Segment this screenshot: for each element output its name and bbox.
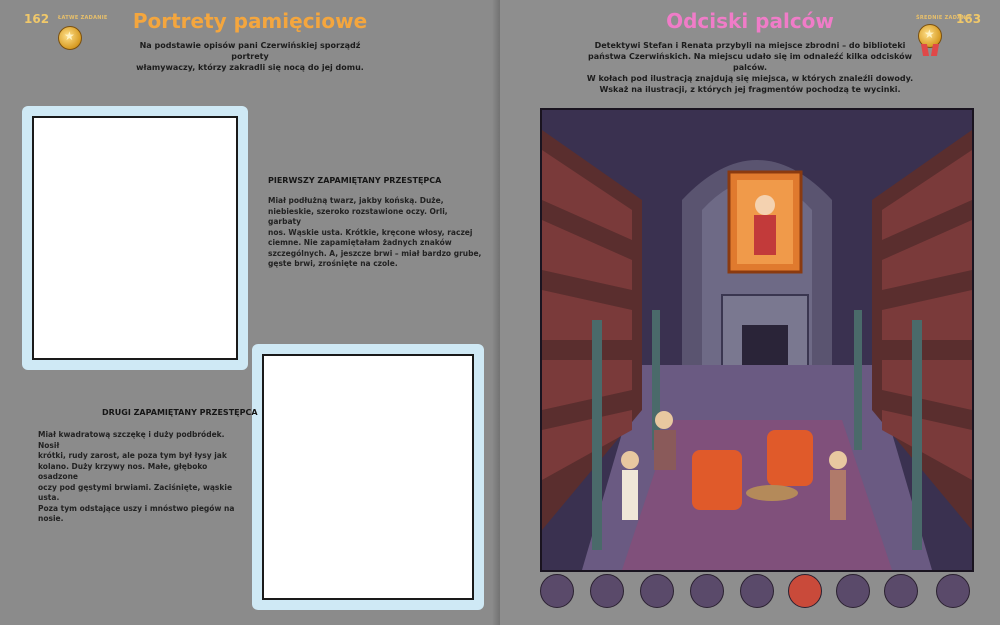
portrait-frame-2 [252, 344, 484, 610]
desc-line: niebieskie, szeroko rozstawione oczy. Orli, garbaty [268, 206, 448, 226]
fingerprint-thumbnails [540, 574, 970, 614]
level-label-left: ŁATWE ZADANIE [58, 15, 108, 21]
desc-line: oczy pod gęstymi brwiami. Zaciśnięte, wąskie usta. [38, 482, 233, 502]
intro-line: włamywaczy, którzy zakradli się nocą do jej domu. [136, 63, 364, 72]
suspect2-heading: DRUGI ZAPAMIĘTANY PRZESTĘPCA [102, 408, 258, 417]
thumbnail-circle[interactable] [788, 574, 822, 608]
suspect1-heading: PIERWSZY ZAPAMIĘTANY PRZESTĘPCA [268, 176, 442, 185]
desc-line: ciemne. Nie zapamiętałam żadnych znaków [268, 238, 452, 247]
intro-right [570, 40, 930, 95]
thumbnail-circle[interactable] [836, 574, 870, 608]
desc-line: nos. Wąskie usta. Krótkie, kręcone włosy, raczej [268, 227, 473, 237]
desc-line: krótki, rudy zarost, ale poza tym był łysy jak [38, 451, 227, 460]
thumbnail-circle[interactable] [540, 574, 574, 608]
right-page [500, 0, 1000, 625]
desc-line: Poza tym odstające uszy i mnóstwo piegów na nosie. [38, 503, 235, 523]
column [592, 320, 602, 550]
library-scene-svg [542, 110, 972, 570]
thumbnail-circle[interactable] [590, 574, 624, 608]
armchair [767, 430, 813, 486]
thumbnail-circle[interactable] [640, 574, 674, 608]
portrait-drawing-area-2[interactable] [262, 354, 474, 600]
mr-czerwinski [654, 411, 676, 470]
thumbnail-circle[interactable] [690, 574, 724, 608]
suspect1-description [268, 196, 483, 270]
portrait-frame-1 [22, 106, 248, 370]
page-number-right: 163 [956, 12, 982, 26]
intro-line: Wskaż na ilustracji, z których jej fragmentów pochodzą te wycinki. [599, 85, 901, 94]
desc-line: Miał kwadratową szczękę i duży podbródek. Nosił [38, 430, 225, 450]
detective-stefan [621, 451, 639, 520]
page-title-right: Odciski palców [666, 9, 834, 33]
column [912, 320, 922, 550]
library-scene-illustration[interactable] [540, 108, 974, 572]
detective-renata [829, 451, 847, 520]
intro-line: Detektywi Stefan i Renata przybyli na miejsce zbrodni – do biblioteki [594, 41, 906, 50]
desc-line: kolano. Duży krzywy nos. Małe, głęboko osadzone [38, 461, 208, 481]
table [746, 485, 798, 501]
suspect2-description [38, 430, 238, 525]
column [652, 310, 660, 450]
page-number-left: 162 [24, 12, 50, 26]
intro-line: państwa Czerwińskich. Na miejscu udało się im odnaleźć kilka odcisków palców. [588, 52, 912, 72]
portrait-drawing-area-1[interactable] [32, 116, 238, 360]
intro-line: Na podstawie opisów pani Czerwińskiej sporządź portrety [139, 41, 361, 61]
intro-line: W kołach pod ilustracją znajdują się miejsca, w których znaleźli dowody. [586, 74, 914, 83]
desc-line: szczególnych. A, jeszcze brwi – miał bardzo grube, [268, 248, 482, 258]
thumbnail-circle[interactable] [884, 574, 918, 608]
column [854, 310, 862, 450]
level-label-right: ŚREDNIE ZADANIE [916, 15, 972, 21]
ribbon-icon [931, 44, 939, 56]
thumbnail-circle[interactable] [936, 574, 970, 608]
desc-line: gęste brwi, zrośnięte na czole. [268, 259, 398, 268]
armchair [692, 450, 742, 510]
page-title-left: Portrety pamięciowe [132, 9, 368, 33]
intro-left [120, 40, 380, 73]
thumbnail-circle[interactable] [740, 574, 774, 608]
desc-line: Miał podłużną twarz, jakby końską. Duże, [268, 196, 444, 205]
